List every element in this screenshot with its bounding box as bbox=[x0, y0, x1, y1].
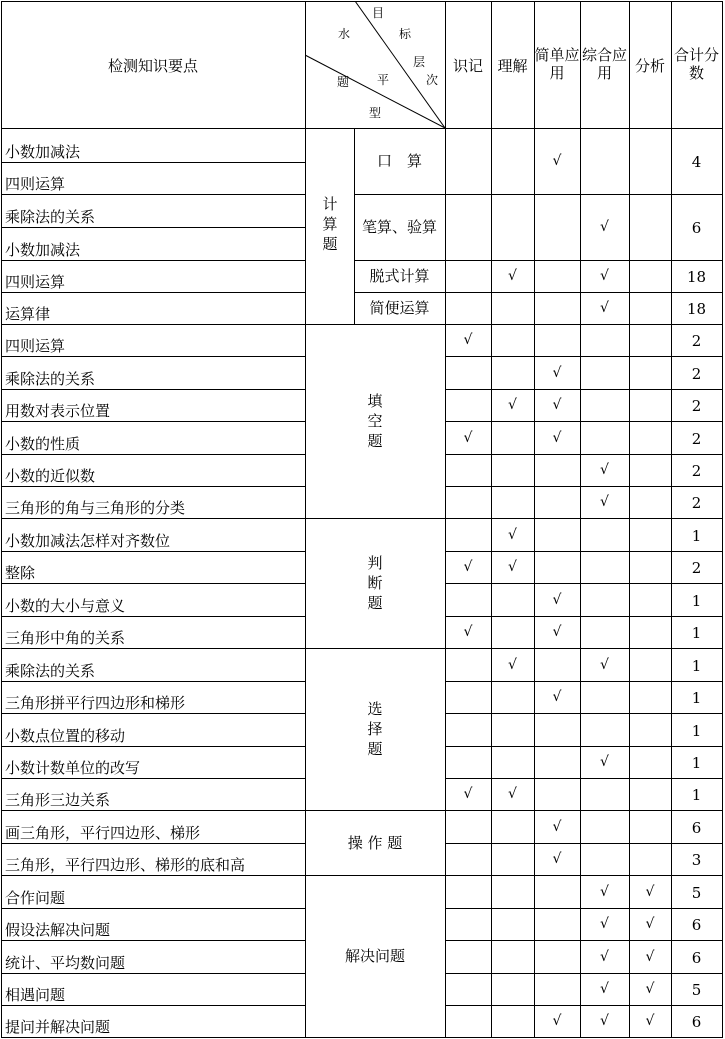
grid-line bbox=[445, 1, 446, 1038]
knowledge-item: 小数加减法 bbox=[5, 143, 81, 161]
knowledge-item: 乘除法的关系 bbox=[5, 662, 96, 680]
grid-line bbox=[1, 194, 306, 195]
check-mark: √ bbox=[645, 981, 655, 997]
group-solve: 解决问题 bbox=[344, 947, 405, 965]
grid-line bbox=[1, 940, 306, 941]
grid-line bbox=[1, 583, 306, 584]
check-mark: √ bbox=[508, 397, 517, 413]
check-mark: √ bbox=[508, 656, 517, 673]
header-comprehensive-apply: 综合应用 bbox=[581, 46, 627, 82]
total-score: 1 bbox=[691, 624, 702, 642]
grid-line bbox=[1, 324, 306, 325]
total-score: 1 bbox=[691, 786, 702, 804]
check-mark: √ bbox=[600, 462, 609, 478]
knowledge-item: 小数加减法 bbox=[5, 241, 81, 259]
knowledge-item: 三角形中角的关系 bbox=[5, 629, 126, 647]
knowledge-item: 整除 bbox=[5, 564, 36, 582]
total-score: 1 bbox=[691, 721, 702, 740]
knowledge-item: 四则运算 bbox=[5, 337, 66, 355]
knowledge-item: 运算律 bbox=[5, 305, 51, 323]
grid-line bbox=[445, 583, 723, 584]
grid-line bbox=[1, 713, 306, 714]
total-score: 1 bbox=[691, 656, 702, 675]
grid-line bbox=[1, 227, 306, 228]
knowledge-item: 小数的大小与意义 bbox=[5, 597, 126, 615]
diag-label-ceng: 层 bbox=[413, 55, 426, 69]
grid-line bbox=[1, 551, 306, 552]
knowledge-item: 四则运算 bbox=[5, 175, 66, 193]
header-analyze: 分析 bbox=[634, 57, 665, 75]
check-mark: √ bbox=[508, 786, 517, 802]
grid-line bbox=[580, 1, 581, 1038]
grid-line bbox=[445, 746, 723, 747]
grid-line bbox=[1, 616, 306, 617]
sub-expression: 脱式计算 bbox=[369, 267, 430, 285]
grid-line bbox=[445, 454, 723, 455]
grid-line bbox=[1, 1, 2, 1038]
grid-line bbox=[354, 260, 723, 261]
check-mark: √ bbox=[600, 948, 609, 965]
check-mark: √ bbox=[645, 1013, 655, 1029]
grid-line bbox=[1, 843, 306, 844]
grid-line bbox=[445, 356, 723, 357]
group-operation: 操 作 题 bbox=[347, 833, 403, 852]
grid-line bbox=[445, 1005, 723, 1006]
total-score: 2 bbox=[691, 559, 702, 577]
total-score: 1 bbox=[691, 754, 702, 772]
grid-line bbox=[445, 389, 723, 390]
knowledge-item: 小数加减法怎样对齐数位 bbox=[5, 532, 171, 550]
check-mark: √ bbox=[508, 268, 517, 284]
grid-line bbox=[445, 616, 723, 617]
grid-line bbox=[305, 324, 723, 325]
total-score: 18 bbox=[686, 268, 707, 286]
grid-line bbox=[445, 908, 723, 909]
grid-line bbox=[305, 518, 723, 519]
check-mark: √ bbox=[600, 883, 609, 900]
grid-line bbox=[1, 810, 306, 811]
check-mark: √ bbox=[600, 916, 609, 932]
knowledge-item: 提问并解决问题 bbox=[5, 1018, 111, 1036]
diag-label-biao: 标 bbox=[399, 27, 412, 41]
grid-line bbox=[445, 551, 723, 552]
grid-line bbox=[1, 454, 306, 455]
total-score: 2 bbox=[691, 494, 702, 512]
group-judge: 判断题 bbox=[367, 554, 383, 612]
grid-line bbox=[1, 746, 306, 747]
sub-written: 笔算、验算 bbox=[361, 218, 437, 236]
total-score: 2 bbox=[691, 462, 702, 480]
grid-line bbox=[1, 128, 723, 129]
knowledge-item: 统计、平均数问题 bbox=[5, 954, 126, 972]
diag-label-shui: 水 bbox=[338, 27, 351, 41]
total-score: 6 bbox=[691, 948, 702, 967]
grid-line bbox=[445, 778, 723, 779]
grid-line bbox=[1, 778, 306, 779]
knowledge-item: 四则运算 bbox=[5, 273, 66, 291]
grid-line bbox=[1, 908, 306, 909]
check-mark: √ bbox=[463, 332, 473, 348]
knowledge-item: 小数的近似数 bbox=[5, 467, 96, 485]
diag-label-ci: 次 bbox=[426, 73, 439, 87]
knowledge-item: 相遇问题 bbox=[5, 986, 66, 1004]
grid-line bbox=[305, 875, 723, 876]
check-mark: √ bbox=[552, 364, 562, 381]
total-score: 4 bbox=[691, 153, 702, 171]
total-score: 18 bbox=[686, 300, 707, 318]
header-understand: 理解 bbox=[497, 57, 528, 75]
check-mark: √ bbox=[645, 883, 655, 900]
knowledge-item: 小数计数单位的改写 bbox=[5, 759, 141, 777]
grid-line bbox=[305, 648, 723, 649]
grid-line bbox=[305, 1, 306, 1038]
check-mark: √ bbox=[645, 948, 655, 965]
check-mark: √ bbox=[600, 268, 609, 284]
header-knowledge-label: 检测知识要点 bbox=[107, 57, 198, 75]
grid-line bbox=[445, 681, 723, 682]
check-mark: √ bbox=[600, 219, 609, 235]
total-score: 1 bbox=[691, 526, 702, 545]
knowledge-item: 三角形，平行四边形、梯形的底和高 bbox=[5, 856, 246, 874]
check-mark: √ bbox=[600, 494, 609, 510]
header-recall: 识记 bbox=[452, 57, 483, 75]
check-mark: √ bbox=[463, 559, 473, 575]
check-mark: √ bbox=[552, 851, 562, 867]
diag-label-mu: 目 bbox=[372, 6, 385, 20]
total-score: 2 bbox=[691, 429, 702, 448]
check-mark: √ bbox=[600, 754, 609, 770]
grid-line bbox=[1, 389, 306, 390]
sub-oral: 口 算 bbox=[376, 152, 422, 170]
grid-line bbox=[629, 1, 630, 1038]
grid-line bbox=[1, 486, 306, 487]
check-mark: √ bbox=[463, 786, 473, 802]
grid-line bbox=[1, 1005, 306, 1006]
grid-line bbox=[722, 1, 723, 1038]
check-mark: √ bbox=[552, 591, 562, 608]
grid-line bbox=[305, 810, 723, 811]
group-fill: 填空题 bbox=[367, 392, 383, 450]
knowledge-item: 用数对表示位置 bbox=[5, 402, 111, 420]
check-mark: √ bbox=[600, 1013, 609, 1029]
total-score: 2 bbox=[691, 332, 702, 350]
check-mark: √ bbox=[508, 559, 517, 575]
knowledge-item: 乘除法的关系 bbox=[5, 370, 96, 388]
sub-simplify: 简便运算 bbox=[369, 299, 430, 317]
knowledge-item: 小数的性质 bbox=[5, 435, 81, 453]
check-mark: √ bbox=[463, 429, 473, 446]
grid-line bbox=[445, 940, 723, 941]
grid-line bbox=[354, 194, 723, 195]
check-mark: √ bbox=[508, 526, 517, 543]
grid-line bbox=[1, 260, 306, 261]
header-total: 合计分数 bbox=[673, 46, 719, 82]
total-score: 5 bbox=[691, 883, 702, 902]
total-score: 2 bbox=[691, 397, 702, 415]
grid-line bbox=[445, 421, 723, 422]
diag-label-ping: 平 bbox=[377, 73, 390, 87]
grid-line bbox=[1, 421, 306, 422]
check-mark: √ bbox=[600, 300, 609, 316]
grid-line bbox=[1, 518, 306, 519]
total-score: 6 bbox=[691, 916, 702, 934]
total-score: 6 bbox=[691, 219, 702, 237]
total-score: 1 bbox=[691, 591, 702, 610]
grid-line bbox=[1, 292, 306, 293]
total-score: 1 bbox=[691, 689, 702, 707]
total-score: 6 bbox=[691, 818, 702, 837]
grid-line bbox=[1, 973, 306, 974]
knowledge-item: 乘除法的关系 bbox=[5, 208, 96, 226]
grid-line bbox=[445, 486, 723, 487]
grid-line bbox=[445, 843, 723, 844]
header-simple-apply: 简单应用 bbox=[534, 46, 580, 82]
grid-line bbox=[354, 292, 723, 293]
check-mark: √ bbox=[552, 429, 562, 446]
diag-label-ti: 题 bbox=[337, 75, 350, 89]
check-mark: √ bbox=[552, 689, 562, 705]
check-mark: √ bbox=[463, 624, 473, 640]
check-mark: √ bbox=[552, 153, 562, 169]
grid-line bbox=[445, 713, 723, 714]
knowledge-item: 三角形拼平行四边形和梯形 bbox=[5, 694, 186, 712]
grid-line bbox=[1, 1037, 723, 1038]
total-score: 2 bbox=[691, 364, 702, 383]
knowledge-item: 合作问题 bbox=[5, 889, 66, 907]
check-mark: √ bbox=[552, 624, 562, 640]
check-mark: √ bbox=[552, 397, 562, 413]
grid-line bbox=[1, 356, 306, 357]
total-score: 3 bbox=[691, 851, 702, 869]
grid-line bbox=[491, 1, 492, 1038]
knowledge-item: 画三角形，平行四边形、梯形 bbox=[5, 824, 201, 842]
knowledge-item: 三角形三边关系 bbox=[5, 791, 111, 809]
grid-line bbox=[1, 162, 306, 163]
total-score: 5 bbox=[691, 981, 702, 999]
total-score: 6 bbox=[691, 1013, 702, 1031]
check-mark: √ bbox=[600, 981, 609, 997]
grid-line bbox=[1, 648, 306, 649]
grid-line bbox=[1, 681, 306, 682]
grid-line bbox=[445, 973, 723, 974]
check-mark: √ bbox=[645, 916, 655, 932]
knowledge-item: 小数点位置的移动 bbox=[5, 727, 126, 745]
group-choice: 选择题 bbox=[367, 700, 383, 758]
grid-line bbox=[1, 875, 306, 876]
knowledge-item: 假设法解决问题 bbox=[5, 921, 111, 939]
check-mark: √ bbox=[552, 818, 562, 835]
diag-label-xing: 型 bbox=[369, 106, 382, 120]
check-mark: √ bbox=[600, 656, 609, 673]
group-calc: 计算题 bbox=[322, 195, 338, 253]
check-mark: √ bbox=[552, 1013, 562, 1029]
knowledge-item: 三角形的角与三角形的分类 bbox=[5, 499, 186, 517]
